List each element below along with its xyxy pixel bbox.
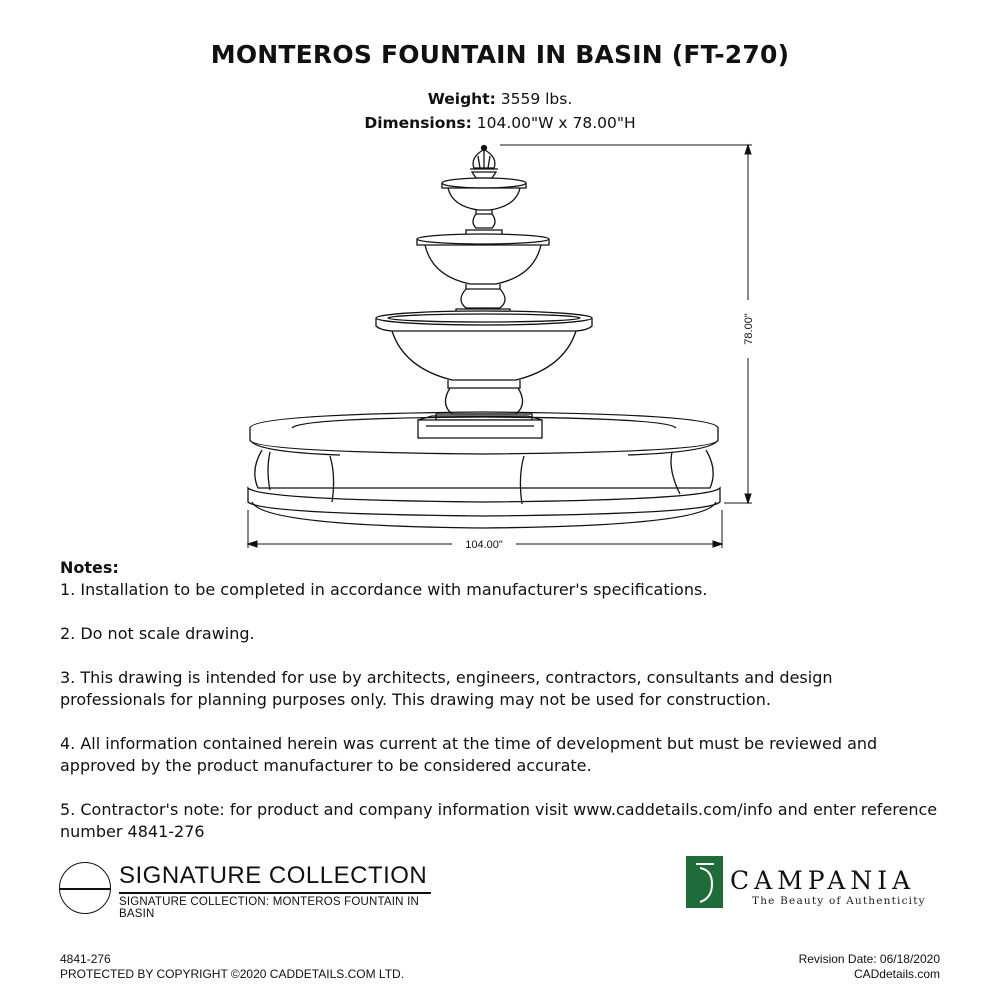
weight-spec bbox=[0, 90, 1000, 108]
campania-name: CAMPANIA bbox=[730, 866, 916, 895]
finial bbox=[470, 146, 498, 179]
reference-number: 4841-276 bbox=[60, 952, 111, 966]
large-bowl bbox=[376, 311, 592, 420]
collection-divider bbox=[119, 892, 431, 894]
weight-value: 3559 lbs. bbox=[500, 90, 573, 108]
fountain-drawing bbox=[0, 130, 1000, 560]
note-4: 4. All information contained herein was current at the time of development but must be reviewed and approved by the product manufacturer to be considered accurate. bbox=[60, 734, 878, 775]
campania-tagline: The Beauty of Authenticity bbox=[752, 895, 926, 907]
campania-logo-mark-icon bbox=[686, 856, 723, 908]
width-label: 104.00" bbox=[465, 539, 503, 551]
collection-subtitle: SIGNATURE COLLECTION: MONTEROS FOUNTAIN IN BASIN bbox=[119, 896, 419, 920]
revision-date: Revision Date: 06/18/2020 bbox=[798, 952, 940, 966]
notes-heading: Notes: bbox=[60, 558, 119, 577]
note-3: 3. This drawing is intended for use by architects, engineers, contractors, consultants and design professionals for planning purposes only. This drawing may not be used for construction. bbox=[60, 668, 833, 709]
campania-logo bbox=[686, 856, 946, 912]
dimensions-label: Dimensions: bbox=[364, 114, 472, 132]
note-1: 1. Installation to be completed in accordance with manufacturer's specifications. bbox=[60, 580, 708, 599]
note-5: 5. Contractor's note: for product and company information visit www.caddetails.com/info and enter reference number 4841-276 bbox=[60, 800, 938, 841]
page-title: MONTEROS FOUNTAIN IN BASIN (FT-270) bbox=[210, 40, 790, 69]
notes-section bbox=[60, 557, 940, 843]
note-2: 2. Do not scale drawing. bbox=[60, 624, 255, 643]
footer-right bbox=[799, 952, 940, 982]
footer-left bbox=[60, 952, 404, 982]
collection-title: SIGNATURE COLLECTION bbox=[119, 862, 428, 889]
weight-label: Weight: bbox=[427, 90, 496, 108]
height-label: 78.00" bbox=[743, 313, 755, 345]
dimensions-value: 104.00"W x 78.00"H bbox=[476, 114, 636, 132]
copyright-text: PROTECTED BY COPYRIGHT ©2020 CADDETAILS.COM LTD. bbox=[60, 967, 405, 981]
middle-bowl bbox=[417, 234, 549, 315]
top-bowl bbox=[442, 178, 526, 236]
signature-collection-block bbox=[59, 862, 439, 922]
collection-circle-icon bbox=[59, 862, 111, 914]
site-name: CADdetails.com bbox=[853, 967, 940, 981]
